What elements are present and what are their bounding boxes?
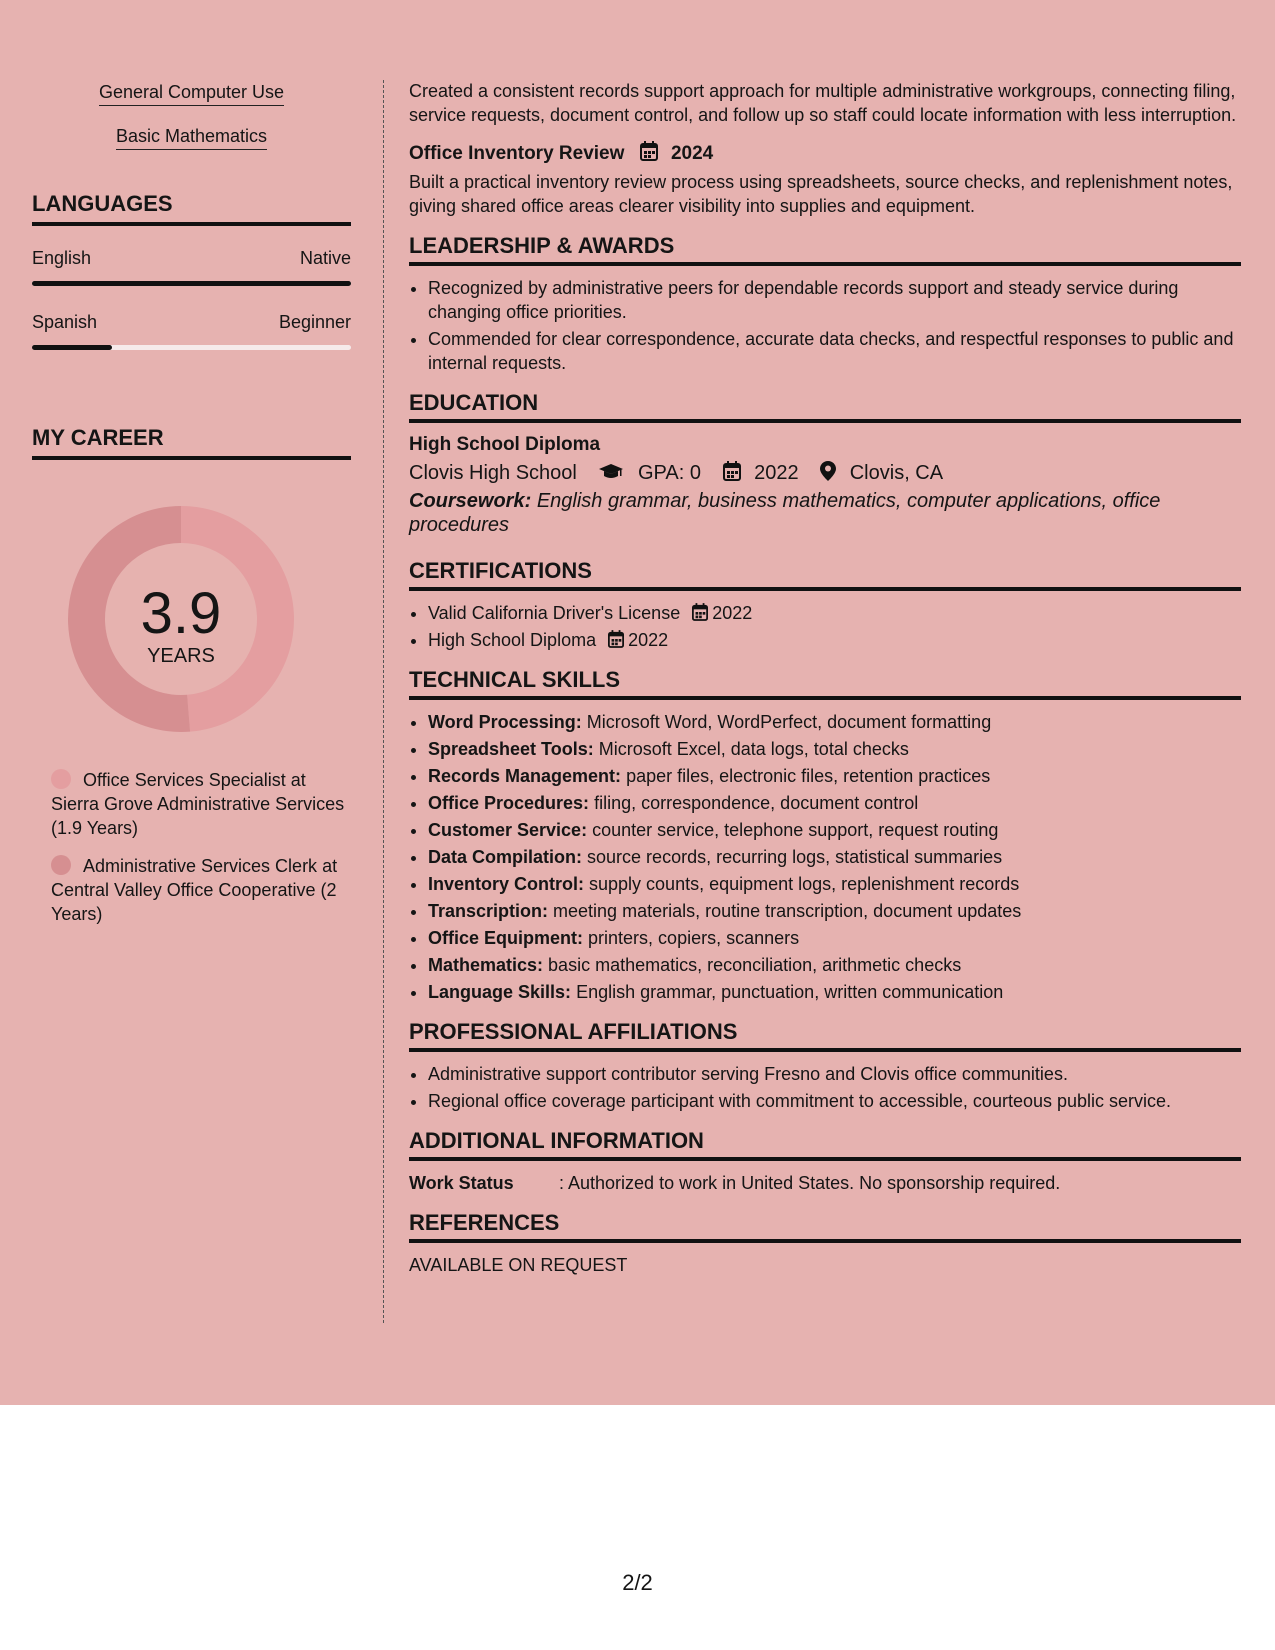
career-legend-text: Office Services Specialist at Sierra Grove Administrative Services (1.9 Years) (51, 770, 345, 838)
leadership-list (409, 276, 1241, 375)
skill-label: Office Equipment: (428, 928, 584, 948)
leadership-heading: LEADERSHIP & AWARDS (409, 232, 1241, 266)
language-bar (32, 281, 351, 286)
career-heading: MY CAREER (32, 424, 351, 460)
list-item (428, 980, 1241, 1004)
project-year: 2024 (670, 143, 714, 164)
calendar-icon (640, 141, 658, 161)
coursework-label: Coursework: (409, 490, 532, 512)
column-divider (383, 80, 384, 1323)
school-location: Clovis, CA (849, 462, 944, 484)
education-heading: EDUCATION (409, 389, 1241, 423)
list-item: • Recognized by administrative peers for dependable records support and steady service during changing office priorities. (428, 276, 1241, 324)
list-item (428, 710, 1241, 734)
certifications-heading: CERTIFICATIONS (409, 557, 1241, 591)
work-status-value: : Authorized to work in United States. No sponsorship required. (559, 1173, 1061, 1193)
affiliations-heading: PROFESSIONAL AFFILIATIONS (409, 1018, 1241, 1052)
list-item (428, 872, 1241, 896)
language-name: English (32, 248, 92, 268)
skill-label: Language Skills: (428, 982, 572, 1002)
list-item: • Administrative support contributor serving Fresno and Clovis office communities. (428, 1062, 1241, 1086)
list-item: • Regional office coverage participant with commitment to accessible, courteous public service. (428, 1089, 1241, 1113)
coursework (409, 489, 1241, 537)
skill-label: Customer Service: (428, 820, 588, 840)
right-column (409, 79, 1241, 1277)
work-status-row (409, 1171, 1241, 1195)
languages-heading: LANGUAGES (32, 190, 351, 226)
language-level: Beginner (278, 312, 351, 332)
skill-value: supply counts, equipment logs, replenishment records (589, 874, 1020, 894)
skill-general-computer-use: General Computer Use (99, 80, 284, 106)
skill-label: Mathematics: (428, 955, 544, 975)
career-legend-dot (51, 855, 71, 875)
references-text: AVAILABLE ON REQUEST (409, 1255, 628, 1275)
skill-value: paper files, electronic files, retention practices (626, 766, 991, 786)
skill-value: filing, correspondence, document control (594, 793, 919, 813)
skill-value: Microsoft Word, WordPerfect, document formatting (586, 712, 992, 732)
career-legend-item (51, 854, 351, 926)
skill-value: Microsoft Excel, data logs, total checks (598, 739, 909, 759)
certification-year: 2022 (628, 630, 669, 650)
career-legend-dot (51, 769, 71, 789)
project-description: Built a practical inventory review process using spreadsheets, source checks, and replenishment notes, giving shared office areas clearer visibility into supplies and equipment. (409, 172, 1233, 216)
list-item: • Commended for clear correspondence, accurate data checks, and respectful responses to public and internal requests. (428, 327, 1241, 375)
calendar-icon (723, 461, 741, 481)
language-level: Native (299, 248, 351, 268)
career-donut (66, 504, 296, 734)
experience-intro: Created a consistent records support approach for multiple administrative workgroups, connecting filing, service requests, document control, and follow up so staff could locate information with less interruption. (409, 81, 1237, 125)
work-status-label: Work Status (409, 1173, 514, 1193)
language-item (32, 312, 351, 350)
list-item (428, 899, 1241, 923)
career-years-label: YEARS (147, 645, 215, 667)
career-total-years: 3.9 (140, 581, 222, 646)
language-item (32, 248, 351, 286)
certification-name: Valid California Driver's License (428, 603, 681, 623)
affiliations-list (409, 1062, 1241, 1113)
career-legend-text: Administrative Services Clerk at Central Valley Office Cooperative (2 Years) (51, 856, 338, 924)
graduation-year: 2022 (754, 462, 799, 484)
project-title: Office Inventory Review (409, 143, 625, 164)
calendar-icon (692, 603, 708, 621)
skill-value: basic mathematics, reconciliation, arithmetic checks (548, 955, 962, 975)
language-bar (32, 345, 351, 350)
gpa: GPA: 0 (637, 462, 701, 484)
list-item (428, 953, 1241, 977)
language-bar-fill (32, 281, 351, 286)
school-name: Clovis High School (409, 462, 577, 484)
career-legend-item (51, 768, 351, 840)
skill-label: Office Procedures: (428, 793, 590, 813)
location-pin-icon (820, 461, 836, 481)
list-item (428, 845, 1241, 869)
language-bar-fill (32, 345, 112, 350)
skill-label: Records Management: (428, 766, 622, 786)
certification-name: High School Diploma (428, 630, 597, 650)
calendar-icon (608, 630, 624, 648)
skill-basic-mathematics: Basic Mathematics (116, 124, 267, 150)
skill-value: source records, recurring logs, statistical summaries (587, 847, 1003, 867)
references-heading: REFERENCES (409, 1209, 1241, 1243)
list-item (428, 791, 1241, 815)
skill-label: Spreadsheet Tools: (428, 739, 594, 759)
education-details (409, 459, 1241, 487)
list-item (428, 926, 1241, 950)
left-column (32, 80, 351, 940)
technical-skills-list (409, 710, 1241, 1004)
skill-value: counter service, telephone support, request routing (592, 820, 999, 840)
list-item (428, 818, 1241, 842)
additional-info-heading: ADDITIONAL INFORMATION (409, 1127, 1241, 1161)
degree-title: High School Diploma (409, 434, 601, 455)
skill-value: meeting materials, routine transcription, document updates (553, 901, 1022, 921)
skill-label: Data Compilation: (428, 847, 583, 867)
coursework-list: English grammar, business mathematics, computer applications, office procedures (409, 490, 1161, 536)
list-item (428, 764, 1241, 788)
skill-label: Word Processing: (428, 712, 582, 732)
skill-label: Inventory Control: (428, 874, 584, 894)
project-title-row (409, 141, 1241, 166)
technical-skills-heading: TECHNICAL SKILLS (409, 666, 1241, 700)
graduation-cap-icon (598, 463, 624, 481)
skill-value: English grammar, punctuation, written communication (576, 982, 1004, 1002)
language-name: Spanish (32, 312, 98, 332)
list-item (428, 737, 1241, 761)
page-number: 2/2 (622, 1570, 653, 1595)
list-item (428, 628, 1241, 652)
certifications-list (409, 601, 1241, 652)
certification-year: 2022 (712, 603, 753, 623)
career-legend (32, 768, 351, 926)
skill-label: Transcription: (428, 901, 549, 921)
list-item (428, 601, 1241, 625)
skill-value: printers, copiers, scanners (588, 928, 800, 948)
